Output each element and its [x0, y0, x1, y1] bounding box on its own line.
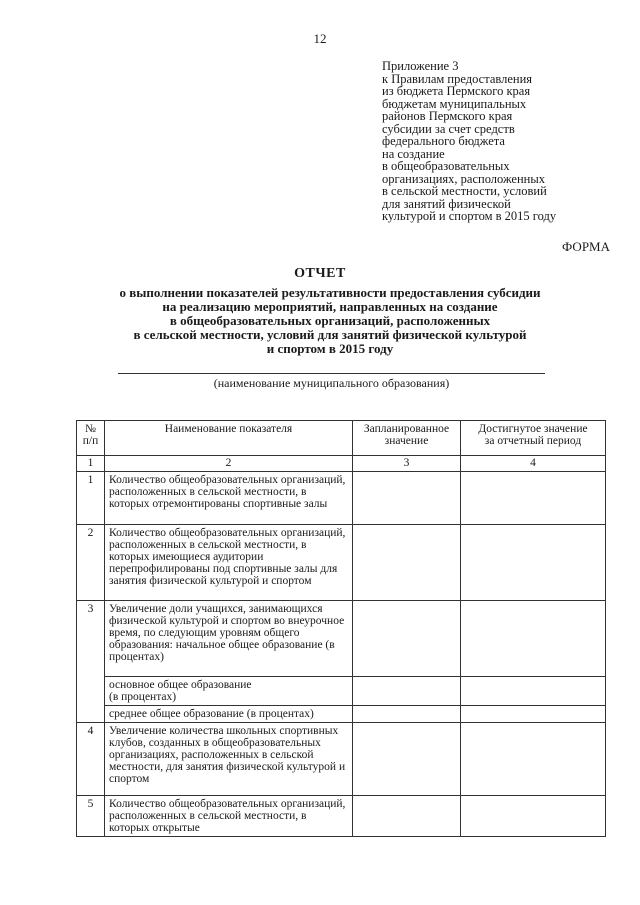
column-index: 1 [77, 456, 105, 472]
appendix-line: культурой и спортом в 2015 году [382, 209, 557, 223]
achieved-value-cell[interactable] [461, 706, 606, 723]
indicator-name: Увеличение доли учащихся, занимающихся физической культурой и спортом во внеурочное время, по следующим уровням общего образования: начальное общее образование (в процентах) [105, 601, 353, 677]
indicator-name: Количество общеобразовательных организаций, расположенных в сельской местности, в которых отремонтированы спортивные залы [105, 472, 353, 525]
planned-value-cell[interactable] [353, 706, 461, 723]
page-number: 12 [313, 31, 327, 46]
table-row [77, 796, 606, 837]
appendix-line: в общеобразовательных [382, 159, 510, 173]
row-number: 1 [77, 472, 105, 525]
document-title: ОТЧЕТ [294, 266, 346, 281]
appendix-line: Приложение 3 [382, 59, 459, 73]
indicator-name: Количество общеобразовательных организаций, расположенных в сельской местности, в которых имеющиеся аудитории перепрофилированы под спортивные залы для занятия физической культурой и спортом [105, 525, 353, 601]
achieved-value-cell[interactable] [461, 723, 606, 796]
form-label: ФОРМА [562, 239, 610, 254]
indicator-name: Количество общеобразовательных организаций, расположенных в сельской местности, в которых открытые [105, 796, 353, 837]
indicator-name: среднее общее образование (в процентах) [105, 706, 353, 723]
appendix-line: к Правилам предоставления [382, 71, 533, 86]
appendix-line: федерального бюджета [382, 134, 505, 148]
subtitle-line: в общеобразовательных организаций, расположенных [169, 313, 491, 328]
row-number: 2 [77, 525, 105, 601]
table-row [77, 706, 606, 723]
row-number: 3 [77, 601, 105, 723]
subtitle-line: на реализацию мероприятий, направленных на создание [162, 299, 498, 314]
table-header-row [77, 421, 606, 456]
municipality-caption: (наименование муниципального образования) [213, 376, 450, 390]
row-number: 5 [77, 796, 105, 837]
column-index-row [77, 456, 606, 472]
achieved-value-cell[interactable] [461, 525, 606, 601]
table-row [77, 723, 606, 796]
header-achieved: Достигнутое значение за отчетный период [461, 421, 606, 456]
appendix-line: бюджетам муниципальных [382, 96, 527, 111]
report-table [76, 420, 606, 837]
row-number: 4 [77, 723, 105, 796]
achieved-value-cell[interactable] [461, 796, 606, 837]
header-planned: Запланированное значение [353, 421, 461, 456]
achieved-value-cell[interactable] [461, 601, 606, 677]
table-row [77, 601, 606, 677]
planned-value-cell[interactable] [353, 472, 461, 525]
appendix-line: на создание [382, 146, 445, 161]
planned-value-cell[interactable] [353, 723, 461, 796]
column-index: 2 [105, 456, 353, 472]
indicator-name: Увеличение количества школьных спортивных клубов, созданных в общеобразовательных организациях, расположенных в сельской местности, для занятия физической культурой и спортом [105, 723, 353, 796]
document-subtitle [60, 286, 600, 356]
header-name: Наименование показателя [105, 421, 353, 456]
appendix-line: для занятий физической [382, 196, 511, 211]
appendix-block [382, 60, 622, 223]
subtitle-line: в сельской местности, условий для занятий физической культурой [133, 327, 527, 342]
header-num: № п/п [77, 421, 105, 456]
planned-value-cell[interactable] [353, 796, 461, 837]
table-row [77, 525, 606, 601]
column-index: 3 [353, 456, 461, 472]
subtitle-line: о выполнении показателей результативности предоставления субсидии [119, 285, 541, 300]
indicator-name: основное общее образование (в процентах) [105, 677, 353, 706]
municipality-fill-line[interactable] [118, 373, 545, 374]
appendix-line: в сельской местности, условий [382, 184, 547, 198]
planned-value-cell[interactable] [353, 525, 461, 601]
achieved-value-cell[interactable] [461, 472, 606, 525]
table-row [77, 677, 606, 706]
appendix-line: районов Пермского края [382, 109, 513, 123]
appendix-line: организациях, расположенных [382, 171, 546, 186]
planned-value-cell[interactable] [353, 677, 461, 706]
subtitle-line: и спортом в 2015 году [266, 341, 394, 356]
appendix-line: субсидии за счет средств [382, 121, 515, 136]
table-row [77, 472, 606, 525]
appendix-line: из бюджета Пермского края [382, 84, 531, 98]
planned-value-cell[interactable] [353, 601, 461, 677]
achieved-value-cell[interactable] [461, 677, 606, 706]
column-index: 4 [461, 456, 606, 472]
